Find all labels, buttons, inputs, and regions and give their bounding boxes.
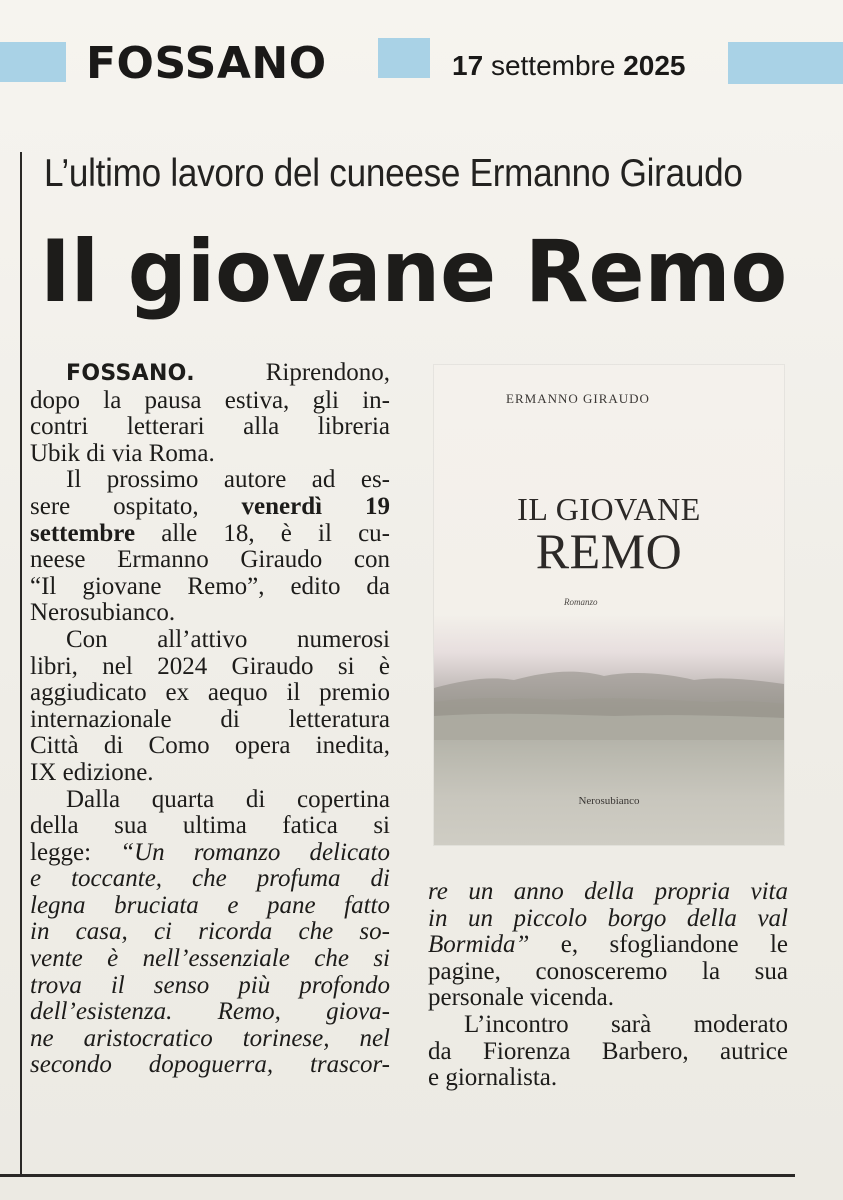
body-line: personale vicenda. <box>428 984 615 1012</box>
quote-line: dell’esistenza. Remo, giova- <box>30 998 390 1026</box>
body-line: Ubik di via Roma. <box>30 439 215 467</box>
body-line: neese Ermanno Giraudo con <box>30 546 390 574</box>
body-line: Il prossimo autore ad es- <box>66 466 390 494</box>
body-text: legge: <box>30 838 92 866</box>
quote-line: in casa, ci ricorda che so- <box>30 918 390 946</box>
body-text: e, sfogliandone le <box>529 931 788 959</box>
quote-line: e toccante, che profuma di <box>30 865 390 893</box>
issue-date <box>452 46 686 86</box>
body-line: contri letterari alla libreria <box>30 413 390 441</box>
header-color-band-left <box>0 42 66 82</box>
bottom-rule <box>0 1174 795 1177</box>
body-line <box>30 360 390 388</box>
article-body-left-column <box>30 360 390 1079</box>
quote-line: secondo dopoguerra, trascor- <box>30 1051 390 1079</box>
body-line: e giornalista. <box>428 1064 558 1092</box>
quote-line: ne aristocratico torinese, nel <box>30 1024 390 1052</box>
body-line: “Il giovane Remo”, edito da <box>30 572 390 600</box>
body-line: della sua ultima fatica si <box>30 812 390 840</box>
body-line <box>30 521 390 548</box>
body-line: Dalla quarta di copertina <box>66 785 390 813</box>
body-line: L’incontro sarà moderato <box>464 1010 788 1038</box>
cover-publisher-name: Nerosubianco <box>578 795 640 807</box>
quote-line: trova il senso più profondo <box>30 971 390 999</box>
body-line: libri, nel 2024 Giraudo si è <box>30 652 390 680</box>
cover-title-line2: REMO <box>535 523 683 579</box>
event-month-bold: settembre <box>30 519 136 547</box>
article-body-right-column <box>428 879 788 1092</box>
body-line <box>30 494 390 521</box>
body-line: pagine, conosceremo la sua <box>428 957 788 985</box>
article-kicker: L’ultimo lavoro del cuneese Ermanno Giraudo <box>44 152 743 195</box>
dateline: FOSSANO. <box>66 361 195 386</box>
body-text: alle 18, è il cu- <box>161 519 390 547</box>
issue-date-month: settembre <box>490 50 616 81</box>
body-text: sere ospitato, <box>30 492 199 520</box>
cover-author-name: ERMANNO GIRAUDO <box>506 391 650 406</box>
quote-line: legna bruciata e pane fatto <box>30 891 390 919</box>
quote-text: “Un romanzo delicato <box>120 838 390 866</box>
cover-landscape-illustration <box>434 650 784 740</box>
quote-line: vente è nell’essenziale che si <box>30 945 390 973</box>
body-line: dopo la pausa estiva, gli in- <box>30 386 390 414</box>
body-line: da Fiorenza Barbero, autrice <box>428 1037 788 1065</box>
quote-line: re un anno della propria vita <box>428 878 788 905</box>
quote-line: in un piccolo borgo della val <box>428 904 788 932</box>
article-headline: Il giovane Remo <box>40 222 788 322</box>
event-date-bold: venerdì 19 <box>241 492 391 520</box>
body-line: internazionale di letteratura <box>30 705 390 733</box>
body-line: Con all’attivo numerosi <box>66 625 390 653</box>
header-color-band-middle <box>378 38 430 78</box>
section-title: FOSSANO <box>86 38 327 89</box>
book-cover-image <box>434 365 784 845</box>
body-line: Città di Como opera inedita, <box>30 732 390 760</box>
body-text: Riprendono, <box>194 359 390 386</box>
quote-text: Bormida” <box>428 931 530 959</box>
body-line: IX edizione. <box>30 758 154 786</box>
body-line <box>30 840 390 867</box>
body-line: Nerosubianco. <box>30 599 176 627</box>
body-line <box>428 932 788 959</box>
cover-title-line1: IL GIOVANE <box>517 491 701 527</box>
body-line: aggiudicato ex aequo il premio <box>30 679 390 707</box>
column-divider-vertical <box>20 152 22 1175</box>
cover-genre-label: Romanzo <box>564 597 598 607</box>
header-color-band-right <box>728 42 843 84</box>
issue-date-day: 17 <box>452 50 484 81</box>
issue-date-year: 2025 <box>623 50 686 81</box>
